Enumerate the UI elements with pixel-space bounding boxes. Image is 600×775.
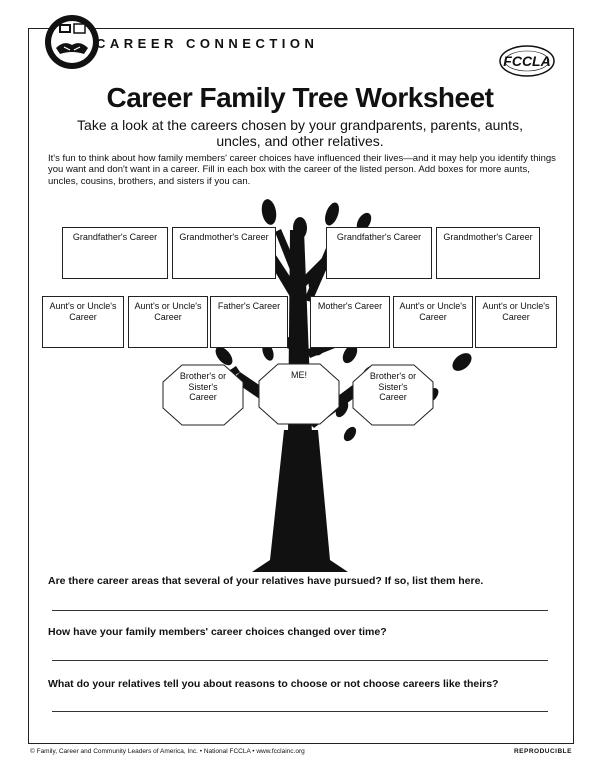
footer-reproducible: REPRODUCIBLE (513, 748, 572, 755)
series-label: CAREER CONNECTION (96, 36, 319, 51)
father-career-box[interactable]: Father's Career (210, 296, 288, 348)
fccla-badge-text: FCCLA (503, 53, 551, 69)
grandfather-career-box-1[interactable]: Grandfather's Career (62, 227, 168, 279)
intro-paragraph: It's fun to think about how family members' career choices have influenced their lives—and it may help you identify things you want and don't want in a career. Fill in each box with the career of the listed person. Add boxes for more aunts, uncles, cousins, brothers, and sisters if you can. (48, 153, 556, 187)
me-box[interactable] (258, 363, 340, 425)
me-label: ME! (290, 370, 307, 380)
grandmother-career-box-1[interactable]: Grandmother's Career (172, 227, 276, 279)
question-1: Are there career areas that several of your relatives have pursued? If so, list them here. (48, 575, 484, 587)
grandfather-career-box-2[interactable]: Grandfather's Career (326, 227, 432, 279)
aunt-uncle-career-box-2[interactable]: Aunt's or Uncle's Career (128, 296, 208, 348)
sibling-career-label-1: Brother's or Sister's Career (179, 371, 227, 402)
sibling-career-box-1[interactable] (162, 364, 244, 426)
answer-line-3[interactable] (52, 711, 548, 712)
footer-copyright: © Family, Career and Community Leaders of America, Inc. • National FCCLA • www.fcclainc.org (30, 748, 305, 755)
question-3: What do your relatives tell you about reasons to choose or not choose careers like theirs? (48, 678, 499, 690)
page-subtitle: Take a look at the careers chosen by your grandparents, parents, aunts, uncles, and other relatives. (77, 117, 523, 149)
aunt-uncle-career-box-4[interactable]: Aunt's or Uncle's Career (475, 296, 557, 348)
question-2: How have your family members' career choices changed over time? (48, 626, 387, 638)
mother-career-box[interactable]: Mother's Career (310, 296, 390, 348)
answer-line-2[interactable] (52, 660, 548, 661)
answer-line-1[interactable] (52, 610, 548, 611)
page-title: Career Family Tree Worksheet (106, 82, 494, 113)
grandmother-career-box-2[interactable]: Grandmother's Career (436, 227, 540, 279)
sibling-career-box-2[interactable] (352, 364, 434, 426)
aunt-uncle-career-box-1[interactable]: Aunt's or Uncle's Career (42, 296, 124, 348)
aunt-uncle-career-box-3[interactable]: Aunt's or Uncle's Career (393, 296, 473, 348)
sibling-career-label-2: Brother's or Sister's Career (369, 371, 417, 402)
